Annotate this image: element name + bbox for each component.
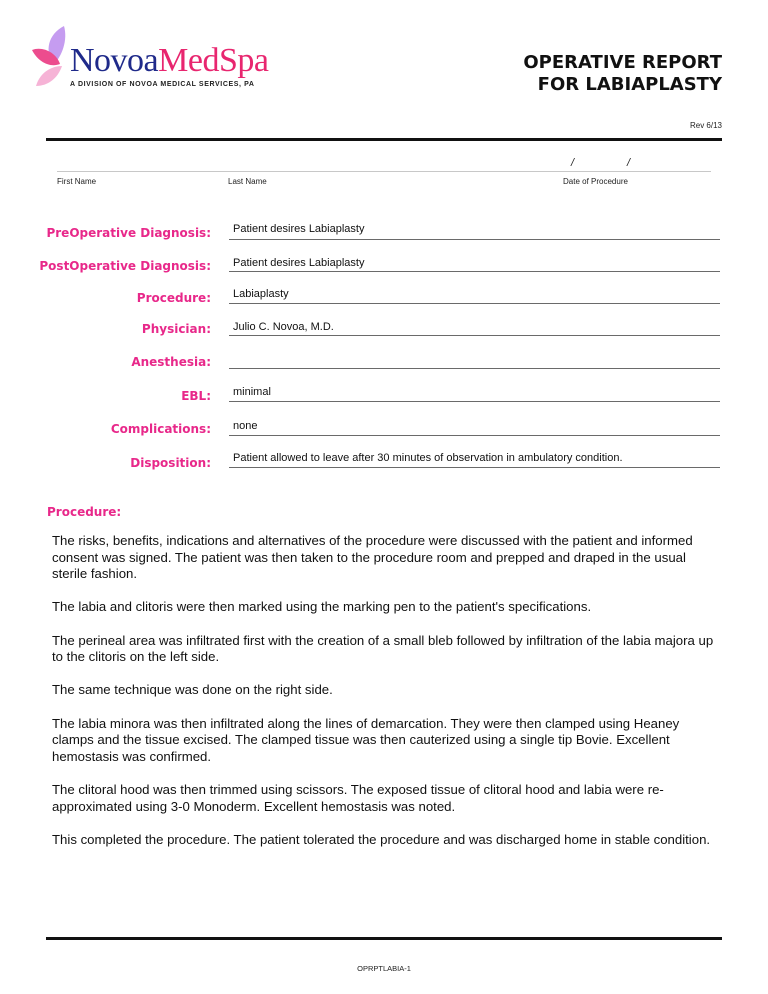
brand-tagline: A DIVISION OF NOVOA MEDICAL SERVICES, PA (70, 81, 255, 88)
document-title (523, 52, 722, 96)
field-label: Complications: (110, 422, 211, 436)
field-value[interactable]: Patient allowed to leave after 30 minutes of observation in ambulatory condition. (233, 452, 623, 464)
field-underline (229, 435, 720, 436)
date-of-procedure-field[interactable] (563, 152, 703, 170)
field-label: Procedure: (136, 291, 211, 305)
procedure-heading: Procedure: (47, 505, 122, 519)
field-underline (229, 401, 720, 402)
date-separator: / (571, 157, 575, 169)
brand-logo (30, 22, 290, 102)
field-label: Anesthesia: (131, 355, 211, 369)
brand-name (70, 42, 268, 80)
field-value[interactable]: minimal (233, 386, 271, 398)
first-name-label: First Name (57, 177, 97, 186)
brand-name-medspa: MedSpa (158, 42, 269, 79)
last-name-label: Last Name (228, 177, 267, 186)
field-underline (229, 239, 720, 240)
title-line-1: OPERATIVE REPORT (523, 52, 722, 73)
narrative-paragraph: The labia minora was then infiltrated along the lines of demarcation. They were then clamped using Heaney clamps and the tissue excised. The clamped tissue was then cauterized using a single tip Bovie. Excellent hemostasis was confirmed. (52, 715, 680, 764)
field-underline (229, 368, 720, 369)
field-label: PostOperative Diagnosis: (39, 259, 211, 273)
narrative-paragraph: This completed the procedure. The patient tolerated the procedure and was discharged home in stable condition. (52, 831, 711, 847)
brand-name-novoa: Novoa (70, 42, 159, 79)
header-divider (46, 138, 722, 141)
first-name-field[interactable] (57, 152, 217, 170)
field-underline (229, 271, 720, 272)
narrative-paragraph: The same technique was done on the right side. (52, 682, 333, 698)
narrative-paragraph: The risks, benefits, indications and alternatives of the procedure were discussed with the patient and informed consent was signed. The patient was then taken to the procedure room and prepped and draped in the usual sterile fashion. (52, 533, 693, 582)
field-value[interactable]: Julio C. Novoa, M.D. (233, 321, 334, 333)
procedure-narrative (52, 533, 724, 865)
narrative-paragraph: The perineal area was infiltrated first with the creation of a small bleb followed by infiltration of the labia majora up to the clitoris on the left side. (52, 632, 714, 665)
lotus-flower-icon (30, 22, 74, 102)
field-label: EBL: (181, 389, 211, 403)
date-separator: / (627, 157, 631, 169)
narrative-paragraph: The clitoral hood was then trimmed using scissors. The exposed tissue of clitoral hood and labia were re-approximated using 3-0 Monoderm. Excellent hemostasis was noted. (52, 781, 664, 814)
last-name-field[interactable] (228, 152, 548, 170)
title-line-2: FOR LABIAPLASTY (537, 74, 722, 95)
field-value[interactable]: Patient desires Labiaplasty (233, 257, 365, 269)
form-code: OPRPTLABIA-1 (357, 964, 411, 973)
field-value[interactable]: Patient desires Labiaplasty (233, 223, 365, 235)
date-of-procedure-label: Date of Procedure (563, 177, 628, 186)
name-underline (57, 171, 711, 172)
field-value[interactable]: Labiaplasty (233, 288, 289, 300)
footer-divider (46, 937, 722, 940)
field-underline (229, 467, 720, 468)
field-underline (229, 335, 720, 336)
narrative-paragraph: The labia and clitoris were then marked using the marking pen to the patient's specifications. (52, 599, 592, 615)
field-underline (229, 303, 720, 304)
field-label: PreOperative Diagnosis: (46, 226, 211, 240)
field-label: Disposition: (130, 456, 211, 470)
field-value[interactable]: none (233, 420, 258, 432)
field-label: Physician: (141, 322, 211, 336)
revision-label: Rev 6/13 (689, 121, 722, 130)
